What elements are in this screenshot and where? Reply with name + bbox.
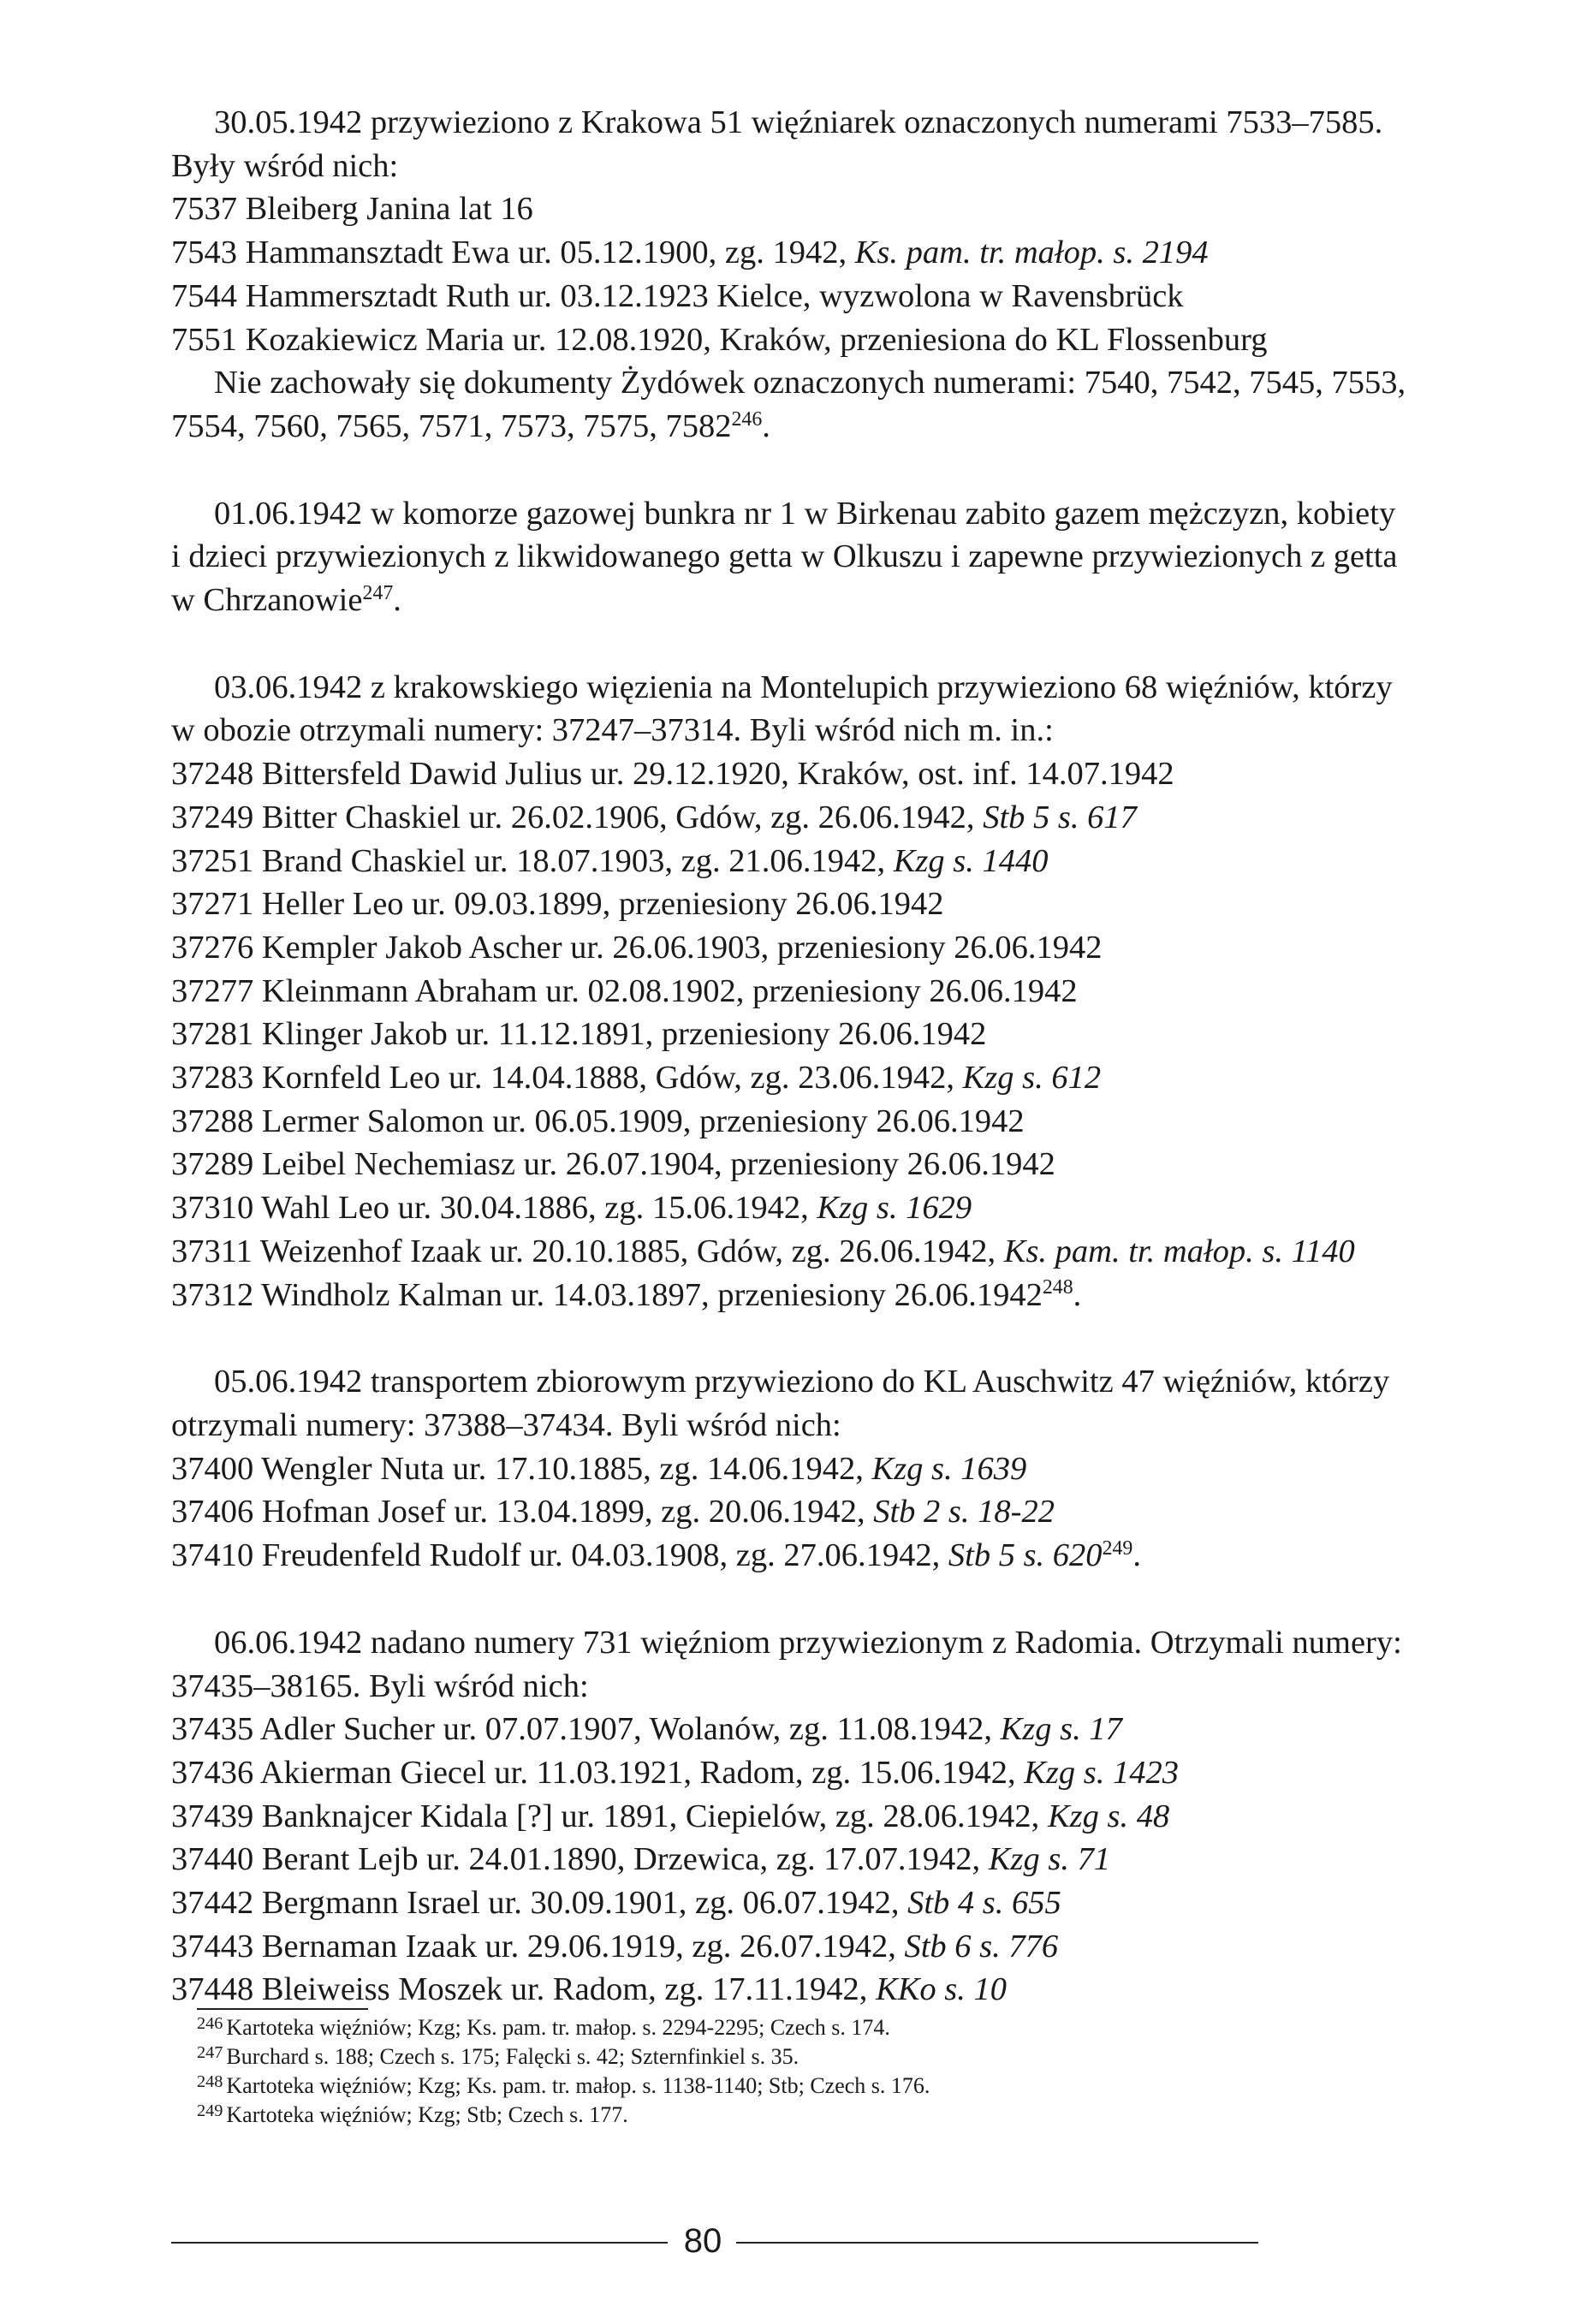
text-run: 37436 Akierman Giecel ur. 11.03.1921, Radom, zg. 15.06.1942, — [171, 1754, 1025, 1791]
text-run: otrzymali numery: 37388–37434. Byli wśród nich: — [171, 1406, 841, 1443]
text-run: Były wśród nich: — [171, 147, 399, 184]
text-run: 37443 Bernaman Izaak ur. 29.06.1919, zg. 26.07.1942, — [171, 1928, 905, 1964]
page-footer — [171, 2220, 1267, 2262]
footnote-ref: 247 — [362, 581, 394, 604]
citation-italic: Ks. pam. tr. małop. s. 2194 — [854, 235, 1209, 271]
text-line — [171, 1404, 1537, 1447]
text-line — [171, 187, 1537, 231]
text-run: 7537 Bleiberg Janina lat 16 — [171, 191, 533, 228]
text-line — [171, 1447, 1537, 1491]
paragraph-p2 — [171, 492, 1537, 622]
citation-italic: Stb 4 s. 655 — [907, 1885, 1061, 1922]
paragraph-p4 — [171, 1360, 1537, 1578]
text-run: 7551 Kozakiewicz Maria ur. 12.08.1920, Kraków, przeniesiona do KL Flossenburg — [171, 321, 1268, 358]
text-line — [171, 231, 1537, 275]
paragraph-p3 — [171, 666, 1537, 1317]
text-line — [171, 361, 1537, 405]
footnote-number: 248 — [197, 2071, 223, 2091]
footnotes — [197, 2014, 1310, 2131]
text-run: 37281 Klinger Jakob ur. 11.12.1891, przeniesiony 26.06.1942 — [171, 1016, 987, 1053]
text-run: 37400 Wengler Nuta ur. 17.10.1885, zg. 14.06.1942, — [171, 1450, 872, 1487]
text-run: 37276 Kempler Jakob Ascher ur. 26.06.1903, przeniesiony 26.06.1942 — [171, 929, 1103, 966]
text-line — [171, 1143, 1537, 1186]
text-line — [171, 535, 1537, 579]
text-line — [171, 1056, 1537, 1100]
footnote-ref: 248 — [1042, 1276, 1073, 1299]
footnote-text: Burchard s. 188; Czech s. 175; Falęcki s. 42; Szternfinkiel s. 35. — [226, 2044, 799, 2069]
citation-italic: Kzg s. 612 — [962, 1060, 1102, 1097]
text-line — [171, 1968, 1537, 2012]
footnote-number: 247 — [197, 2042, 223, 2062]
text-run: . — [1073, 1276, 1082, 1313]
text-line — [171, 1360, 1537, 1404]
text-line — [171, 926, 1537, 970]
citation-italic: Stb 5 s. 617 — [983, 799, 1137, 835]
citation-italic: Kzg s. 1629 — [817, 1190, 972, 1227]
text-line — [171, 752, 1537, 796]
text-run: . — [393, 582, 401, 619]
text-run: w Chrzanowie — [171, 582, 363, 619]
text-run: 37410 Freudenfeld Rudolf ur. 04.03.1908, zg. 27.06.1942, — [171, 1537, 948, 1574]
text-line — [171, 840, 1537, 883]
text-run: 37439 Banknajcer Kidala [?] ur. 1891, Ciepielów, zg. 28.06.1942, — [171, 1798, 1048, 1834]
citation-italic: Kzg s. 1440 — [893, 842, 1049, 879]
text-run: 30.05.1942 przywieziono z Krakowa 51 więźniarek oznaczonych numerami 7533–7585. — [214, 104, 1383, 140]
citation-italic: Kzg s. 17 — [1000, 1711, 1122, 1748]
text-run: 05.06.1942 transportem zbiorowym przywieziono do KL Auschwitz 47 więźniów, którzy — [214, 1364, 1390, 1400]
text-run: 7544 Hammersztadt Ruth ur. 03.12.1923 Kielce, wyzwolona w Ravensbrück — [171, 277, 1184, 314]
text-line — [171, 1881, 1537, 1925]
footnote-text: Kartoteka więźniów; Kzg; Ks. pam. tr. małop. s. 1138-1140; Stb; Czech s. 176. — [226, 2073, 930, 2098]
text-run: 37440 Berant Lejb ur. 24.01.1890, Drzewica, zg. 17.07.1942, — [171, 1841, 989, 1878]
footnote-text: Kartoteka więźniów; Kzg; Ks. pam. tr. małop. s. 2294-2295; Czech s. 174. — [226, 2015, 890, 2040]
footnote — [197, 2072, 1310, 2101]
text-line — [171, 318, 1537, 362]
text-run: 37435–38165. Byli wśród nich: — [171, 1667, 589, 1704]
footnote-number: 249 — [197, 2101, 223, 2120]
text-run: 37251 Brand Chaskiel ur. 18.07.1903, zg. 21.06.1942, — [171, 842, 894, 879]
citation-italic: Kzg s. 1423 — [1024, 1754, 1180, 1791]
text-run: 37406 Hofman Josef ur. 13.04.1899, zg. 20.06.1942, — [171, 1494, 874, 1531]
text-run: 37312 Windholz Kalman ur. 14.03.1897, przeniesiony 26.06.1942 — [171, 1276, 1043, 1313]
text-line — [171, 1925, 1537, 1969]
text-line — [171, 1230, 1537, 1274]
text-run: 37442 Bergmann Israel ur. 30.09.1901, zg. 06.07.1942, — [171, 1885, 908, 1922]
text-run: . — [762, 407, 770, 444]
text-run: 06.06.1942 nadano numery 731 więźniom przywiezionym z Radomia. Otrzymali numery: — [214, 1624, 1402, 1661]
footnote — [197, 2043, 1310, 2072]
text-run: 37277 Kleinmann Abraham ur. 02.08.1902, przeniesiony 26.06.1942 — [171, 972, 1078, 1009]
citation-italic: Kzg s. 1639 — [871, 1450, 1027, 1487]
footnote-text: Kartoteka więźniów; Kzg; Stb; Czech s. 177. — [226, 2102, 628, 2127]
page-body — [171, 101, 1537, 2055]
text-run: 37249 Bitter Chaskiel ur. 26.02.1906, Gdów, zg. 26.06.1942, — [171, 799, 984, 835]
text-line — [171, 1751, 1537, 1795]
text-run: 7554, 7560, 7565, 7571, 7573, 7575, 7582 — [171, 407, 732, 444]
text-run: . — [1132, 1537, 1141, 1574]
text-line — [171, 883, 1537, 926]
text-line — [171, 1621, 1537, 1665]
text-line — [171, 579, 1537, 622]
page-number: 80 — [683, 2222, 722, 2260]
text-run: Nie zachowały się dokumenty Żydówek oznaczonych numerami: 7540, 7542, 7545, 7553, — [214, 365, 1406, 401]
text-line — [171, 796, 1537, 840]
text-line — [171, 1838, 1537, 1881]
text-run: 37311 Weizenhof Izaak ur. 20.10.1885, Gdów, zg. 26.06.1942, — [171, 1233, 1004, 1269]
text-run: 37448 Bleiweiss Moszek ur. Radom, zg. 17.11.1942, — [171, 1971, 877, 2008]
text-run: 37271 Heller Leo ur. 09.03.1899, przeniesiony 26.06.1942 — [171, 886, 944, 923]
footnote — [197, 2014, 1310, 2043]
text-line — [171, 709, 1537, 752]
text-line — [171, 1795, 1537, 1839]
text-line — [171, 1100, 1537, 1144]
citation-italic: KKo s. 10 — [876, 1971, 1008, 2008]
text-line — [171, 275, 1537, 318]
text-line — [171, 970, 1537, 1013]
text-line — [171, 1186, 1537, 1230]
text-run: 37283 Kornfeld Leo ur. 14.04.1888, Gdów, zg. 23.06.1942, — [171, 1060, 963, 1097]
text-line — [171, 1013, 1537, 1056]
citation-italic: Stb 5 s. 620 — [948, 1537, 1103, 1574]
text-line — [171, 1490, 1537, 1534]
text-line — [171, 101, 1537, 145]
citation-italic: Stb 2 s. 18-22 — [873, 1494, 1055, 1531]
text-line — [171, 492, 1537, 536]
text-run: w obozie otrzymali numery: 37247–37314. Byli wśród nich m. in.: — [171, 712, 1054, 749]
citation-italic: Kzg s. 71 — [988, 1841, 1111, 1878]
footer-rule-left — [171, 2242, 668, 2244]
footnote-separator — [197, 2008, 368, 2010]
text-run: 37310 Wahl Leo ur. 30.04.1886, zg. 15.06.1942, — [171, 1190, 817, 1227]
text-run: i dzieci przywiezionych z likwidowanego getta w Olkuszu i zapewne przywiezionych z getta — [171, 538, 1398, 575]
text-run: 01.06.1942 w komorze gazowej bunkra nr 1 w Birkenau zabito gazem mężczyzn, kobiety — [214, 495, 1396, 532]
text-run: 7543 Hammansztadt Ewa ur. 05.12.1900, zg. 1942, — [171, 235, 855, 271]
footnote-number: 246 — [197, 2013, 223, 2033]
footer-rule-right — [736, 2242, 1258, 2244]
text-line — [171, 1708, 1537, 1751]
text-line — [171, 1534, 1537, 1578]
citation-italic: Kzg s. 48 — [1047, 1798, 1170, 1834]
text-run: 03.06.1942 z krakowskiego więzienia na Montelupich przywieziono 68 więźniów, którzy — [214, 669, 1393, 705]
citation-italic: Ks. pam. tr. małop. s. 1140 — [1003, 1233, 1355, 1269]
footnote-ref: 246 — [731, 407, 763, 431]
paragraph-p1 — [171, 101, 1537, 449]
text-run: 37288 Lermer Salomon ur. 06.05.1909, przeniesiony 26.06.1942 — [171, 1103, 1025, 1139]
paragraph-p5 — [171, 1621, 1537, 2012]
text-line — [171, 1274, 1537, 1317]
citation-italic: Stb 6 s. 776 — [904, 1928, 1059, 1964]
text-run: 37248 Bittersfeld Dawid Julius ur. 29.12.1920, Kraków, ost. inf. 14.07.1942 — [171, 756, 1174, 793]
text-line — [171, 145, 1537, 188]
text-line — [171, 405, 1537, 449]
text-run: 37435 Adler Sucher ur. 07.07.1907, Wolanów, zg. 11.08.1942, — [171, 1711, 1001, 1748]
text-run: 37289 Leibel Nechemiasz ur. 26.07.1904, przeniesiony 26.06.1942 — [171, 1146, 1055, 1183]
text-line — [171, 1665, 1537, 1709]
footnote — [197, 2101, 1310, 2131]
text-line — [171, 666, 1537, 710]
footnote-ref: 249 — [1102, 1536, 1133, 1560]
